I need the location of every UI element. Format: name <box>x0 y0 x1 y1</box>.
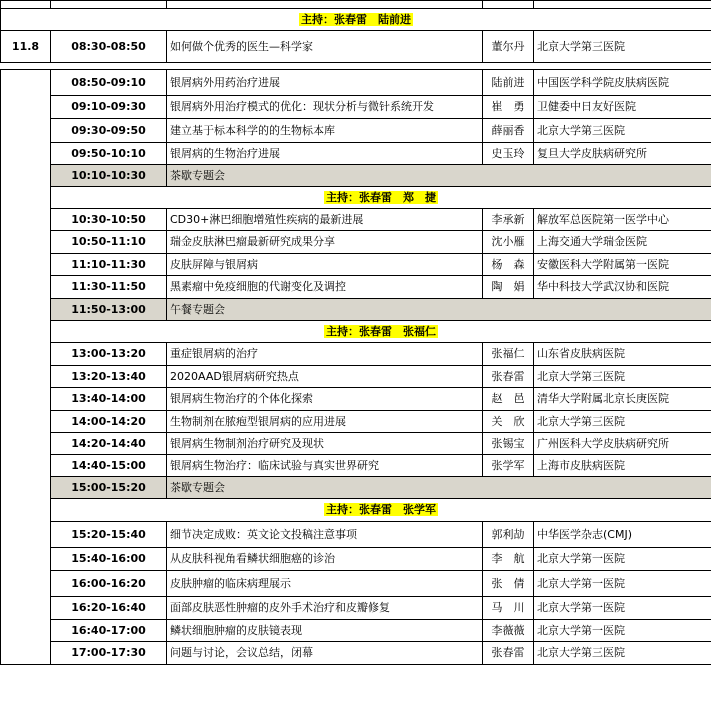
org-cell: 北京大学第三医院 <box>534 642 711 665</box>
topic-cell: 银屑病生物制剂治疗研究及现状 <box>167 433 483 455</box>
schedule-row <box>1 571 711 597</box>
time-cell: 15:20-15:40 <box>51 522 167 548</box>
schedule-row <box>1 620 711 642</box>
topic-cell: 银屑病外用治疗模式的优化：现状分析与微针系统开发 <box>167 96 483 119</box>
topic-cell: 银屑病外用药治疗进展 <box>167 70 483 96</box>
date-cell: 11.8 <box>1 31 51 63</box>
speaker-cell: 崔 勇 <box>483 96 534 119</box>
topic-cell: 鳞状细胞肿瘤的皮肤镜表现 <box>167 620 483 642</box>
host-label: 主持：张春雷 张福仁 <box>326 324 436 338</box>
host-row <box>1 187 711 209</box>
date-cell-empty <box>1 321 51 343</box>
schedule-row <box>1 433 711 455</box>
speaker-cell: 李 航 <box>483 548 534 571</box>
speaker-cell: 张春雷 <box>483 642 534 665</box>
schedule-row <box>1 31 711 63</box>
org-cell: 解放军总医院第一医学中心 <box>534 209 711 231</box>
speaker-cell: 李薇薇 <box>483 620 534 642</box>
org-cell: 北京大学第三医院 <box>534 31 711 63</box>
org-cell: 上海交通大学瑞金医院 <box>534 231 711 254</box>
date-cell-empty <box>1 366 51 388</box>
top-schedule-table <box>0 0 711 63</box>
org-cell: 卫健委中日友好医院 <box>534 96 711 119</box>
date-cell-empty <box>1 642 51 665</box>
main-schedule-table <box>0 69 711 665</box>
topic-cell: 问题与讨论，会议总结，闭幕 <box>167 642 483 665</box>
date-cell-empty <box>1 571 51 597</box>
speaker-cell: 沈小雁 <box>483 231 534 254</box>
time-cell: 10:10-10:30 <box>51 165 167 187</box>
speaker-cell: 杨 森 <box>483 254 534 276</box>
time-cell: 08:50-09:10 <box>51 70 167 96</box>
time-cell: 14:40-15:00 <box>51 455 167 477</box>
date-cell-empty <box>1 96 51 119</box>
date-cell-empty <box>1 620 51 642</box>
topic-cell: 重症银屑病的治疗 <box>167 343 483 366</box>
speaker-cell: 董尔丹 <box>483 31 534 63</box>
schedule-row <box>1 343 711 366</box>
date-cell-empty <box>1 343 51 366</box>
time-cell: 10:30-10:50 <box>51 209 167 231</box>
time-cell: 16:20-16:40 <box>51 597 167 620</box>
time-cell: 13:40-14:00 <box>51 388 167 411</box>
break-row <box>1 165 711 187</box>
date-cell-empty <box>1 209 51 231</box>
speaker-cell: 史玉玲 <box>483 143 534 165</box>
date-cell-empty <box>1 411 51 433</box>
time-cell: 08:30-08:50 <box>51 31 167 63</box>
schedule-row <box>1 276 711 299</box>
org-cell: 中国医学科学院皮肤病医院 <box>534 70 711 96</box>
host-label: 主持：张春雷 郑 捷 <box>326 190 436 204</box>
date-cell-empty <box>1 70 51 96</box>
schedule-row <box>1 548 711 571</box>
schedule-row <box>1 143 711 165</box>
topic-cell: 建立基于标本科学的的生物标本库 <box>167 119 483 143</box>
org-cell: 北京大学第一医院 <box>534 620 711 642</box>
break-topic-cell: 午餐专题会 <box>167 299 711 321</box>
break-topic-cell: 茶歇专题会 <box>167 165 711 187</box>
time-cell: 11:30-11:50 <box>51 276 167 299</box>
time-cell: 13:20-13:40 <box>51 366 167 388</box>
org-cell: 北京大学第三医院 <box>534 366 711 388</box>
org-cell: 华中科技大学武汉协和医院 <box>534 276 711 299</box>
speaker-cell: 郭利劼 <box>483 522 534 548</box>
org-cell: 北京大学第一医院 <box>534 597 711 620</box>
org-cell: 清华大学附属北京长庚医院 <box>534 388 711 411</box>
topic-cell: 皮肤肿瘤的临床病理展示 <box>167 571 483 597</box>
host-row <box>1 499 711 522</box>
speaker-cell: 陆前进 <box>483 70 534 96</box>
top-cut-row <box>1 1 711 9</box>
date-cell-empty <box>1 299 51 321</box>
time-cell: 13:00-13:20 <box>51 343 167 366</box>
break-row <box>1 477 711 499</box>
speaker-cell: 陶 娟 <box>483 276 534 299</box>
topic-cell: 2020AAD银屑病研究热点 <box>167 366 483 388</box>
time-cell: 11:10-11:30 <box>51 254 167 276</box>
time-cell: 09:10-09:30 <box>51 96 167 119</box>
schedule-row <box>1 642 711 665</box>
topic-cell: 生物制剂在脓疱型银屑病的应用进展 <box>167 411 483 433</box>
schedule-row <box>1 70 711 96</box>
time-cell: 16:40-17:00 <box>51 620 167 642</box>
org-cell: 安徽医科大学附属第一医院 <box>534 254 711 276</box>
schedule-row <box>1 254 711 276</box>
topic-cell: 从皮肤科视角看鳞状细胞癌的诊治 <box>167 548 483 571</box>
date-cell-empty <box>1 522 51 548</box>
schedule-row <box>1 455 711 477</box>
date-cell-empty <box>1 477 51 499</box>
time-cell: 14:00-14:20 <box>51 411 167 433</box>
org-cell: 北京大学第三医院 <box>534 411 711 433</box>
time-cell: 15:40-16:00 <box>51 548 167 571</box>
topic-cell: 如何做个优秀的医生—科学家 <box>167 31 483 63</box>
host-row <box>1 321 711 343</box>
date-cell-empty <box>1 597 51 620</box>
break-topic-cell: 茶歇专题会 <box>167 477 711 499</box>
topic-cell: 银屑病生物治疗：临床试验与真实世界研究 <box>167 455 483 477</box>
speaker-cell: 薛丽香 <box>483 119 534 143</box>
schedule-row <box>1 411 711 433</box>
date-cell-empty <box>1 499 51 522</box>
topic-cell: 瑞金皮肤淋巴瘤最新研究成果分享 <box>167 231 483 254</box>
speaker-cell: 张锡宝 <box>483 433 534 455</box>
time-cell: 10:50-11:10 <box>51 231 167 254</box>
date-cell-empty <box>1 433 51 455</box>
host-row <box>1 9 711 31</box>
topic-cell: 细节决定成败：英文论文投稿注意事项 <box>167 522 483 548</box>
speaker-cell: 赵 邑 <box>483 388 534 411</box>
date-cell-empty <box>1 165 51 187</box>
speaker-cell: 关 欣 <box>483 411 534 433</box>
schedule-row <box>1 231 711 254</box>
schedule-row <box>1 597 711 620</box>
topic-cell: CD30+淋巴细胞增殖性疾病的最新进展 <box>167 209 483 231</box>
time-cell: 16:00-16:20 <box>51 571 167 597</box>
date-cell-empty <box>1 254 51 276</box>
schedule-row <box>1 366 711 388</box>
speaker-cell: 张春雷 <box>483 366 534 388</box>
schedule-row <box>1 388 711 411</box>
date-cell-empty <box>1 187 51 209</box>
org-cell: 北京大学第一医院 <box>534 548 711 571</box>
schedule-row <box>1 119 711 143</box>
schedule-row <box>1 209 711 231</box>
org-cell: 北京大学第一医院 <box>534 571 711 597</box>
schedule-row <box>1 522 711 548</box>
topic-cell: 银屑病生物治疗的个体化探索 <box>167 388 483 411</box>
host-label: 主持：张春雷 陆前进 <box>301 12 411 26</box>
speaker-cell: 李承新 <box>483 209 534 231</box>
schedule-row <box>1 96 711 119</box>
time-cell: 17:00-17:30 <box>51 642 167 665</box>
speaker-cell: 张 倩 <box>483 571 534 597</box>
date-cell-empty <box>1 548 51 571</box>
date-cell-empty <box>1 119 51 143</box>
speaker-cell: 张福仁 <box>483 343 534 366</box>
topic-cell: 黑素瘤中免疫细胞的代谢变化及调控 <box>167 276 483 299</box>
topic-cell: 银屑病的生物治疗进展 <box>167 143 483 165</box>
date-cell-empty <box>1 455 51 477</box>
time-cell: 11:50-13:00 <box>51 299 167 321</box>
org-cell: 复旦大学皮肤病研究所 <box>534 143 711 165</box>
host-label: 主持：张春雷 张学军 <box>326 503 436 516</box>
time-cell: 15:00-15:20 <box>51 477 167 499</box>
speaker-cell: 马 川 <box>483 597 534 620</box>
date-cell-empty <box>1 276 51 299</box>
time-cell: 14:20-14:40 <box>51 433 167 455</box>
speaker-cell: 张学军 <box>483 455 534 477</box>
org-cell: 山东省皮肤病医院 <box>534 343 711 366</box>
topic-cell: 皮肤屏障与银屑病 <box>167 254 483 276</box>
time-cell: 09:50-10:10 <box>51 143 167 165</box>
date-cell-empty <box>1 143 51 165</box>
time-cell: 09:30-09:50 <box>51 119 167 143</box>
org-cell: 广州医科大学皮肤病研究所 <box>534 433 711 455</box>
org-cell: 北京大学第三医院 <box>534 119 711 143</box>
org-cell: 中华医学杂志(CMJ) <box>534 522 711 548</box>
org-cell: 上海市皮肤病医院 <box>534 455 711 477</box>
date-cell-empty <box>1 231 51 254</box>
break-row <box>1 299 711 321</box>
date-cell-empty <box>1 388 51 411</box>
topic-cell: 面部皮肤恶性肿瘤的皮外手术治疗和皮瓣修复 <box>167 597 483 620</box>
